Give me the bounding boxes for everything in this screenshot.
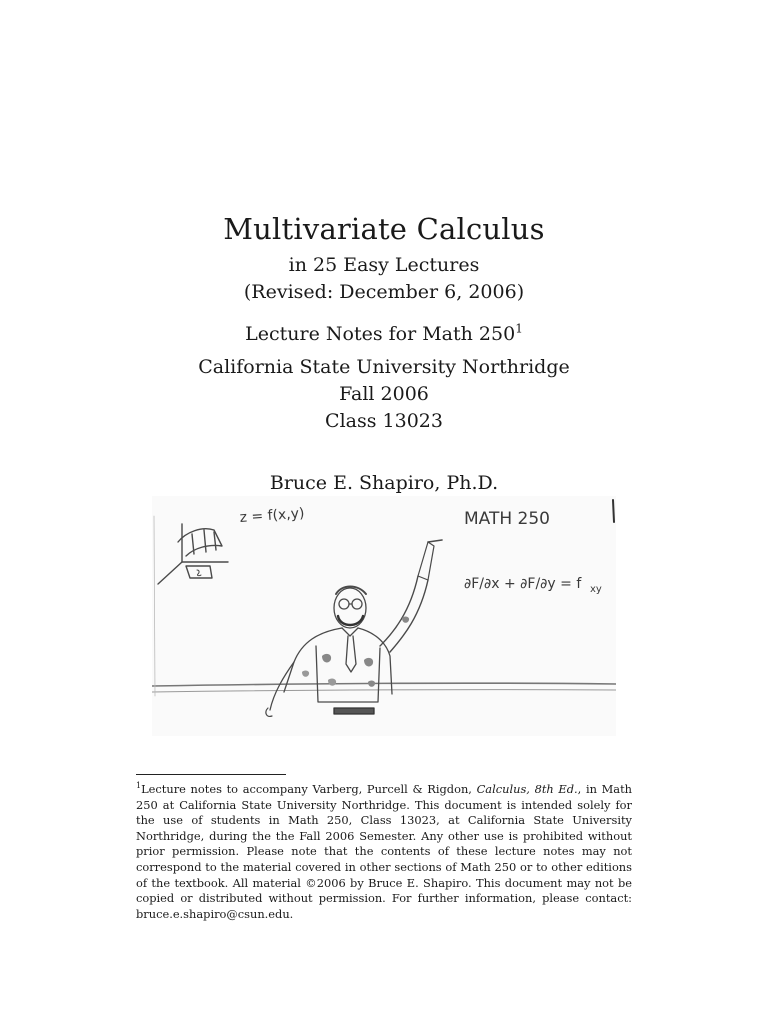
footnote-text-rest: , in Math 250 at California State University Northridge. This document is intended solely for the use of students in Math 250, Class 13023, at California State University Northridge, during the the Fall 2006 Semester. Any other use is prohibited without prior permission. Please note that the contents of these lecture notes may not correspond to the material covered in other sections of Math 250 or to other editions of the textbook. All material ©2006 by Bruce E. Shapiro. This document may not be copied or distributed without permission. For further information, please contact: bruce.e.shapiro@csun.edu. xyxy=(136,782,632,921)
board-equation-handwritten: ∂F/∂x + ∂F/∂y = f xyxy=(464,576,582,592)
author-name: Bruce E. Shapiro, Ph.D. xyxy=(269,472,499,494)
footnote-marker: 1 xyxy=(515,321,523,336)
document-subtitle: in 25 Easy Lectures xyxy=(288,254,480,276)
professor-sketch xyxy=(152,496,616,736)
document-title: Multivariate Calculus xyxy=(223,212,545,246)
svg-text:xy: xy xyxy=(590,584,602,595)
course-notes-line xyxy=(0,323,768,345)
footnote xyxy=(136,782,632,922)
revision-date: (Revised: December 6, 2006) xyxy=(243,281,525,303)
pencil-sketch-illustration xyxy=(152,496,616,736)
footnote-book-title: Calculus, 8th Ed. xyxy=(476,782,578,796)
course-notes-text: Lecture Notes for Math 250 xyxy=(245,323,516,345)
board-heading-handwritten: MATH 250 xyxy=(464,509,550,529)
class-number: Class 13023 xyxy=(325,410,443,432)
footnote-rule xyxy=(136,774,286,775)
graph-label-handwritten: z = f(x,y) xyxy=(239,505,305,526)
footnote-text-start: Lecture notes to accompany Varberg, Purcell & Rigdon, xyxy=(141,782,477,796)
footnote-number: 1 xyxy=(136,781,142,791)
term: Fall 2006 xyxy=(339,383,429,405)
university-name: California State University Northridge xyxy=(198,356,570,378)
surface-graph-sketch xyxy=(158,524,228,584)
